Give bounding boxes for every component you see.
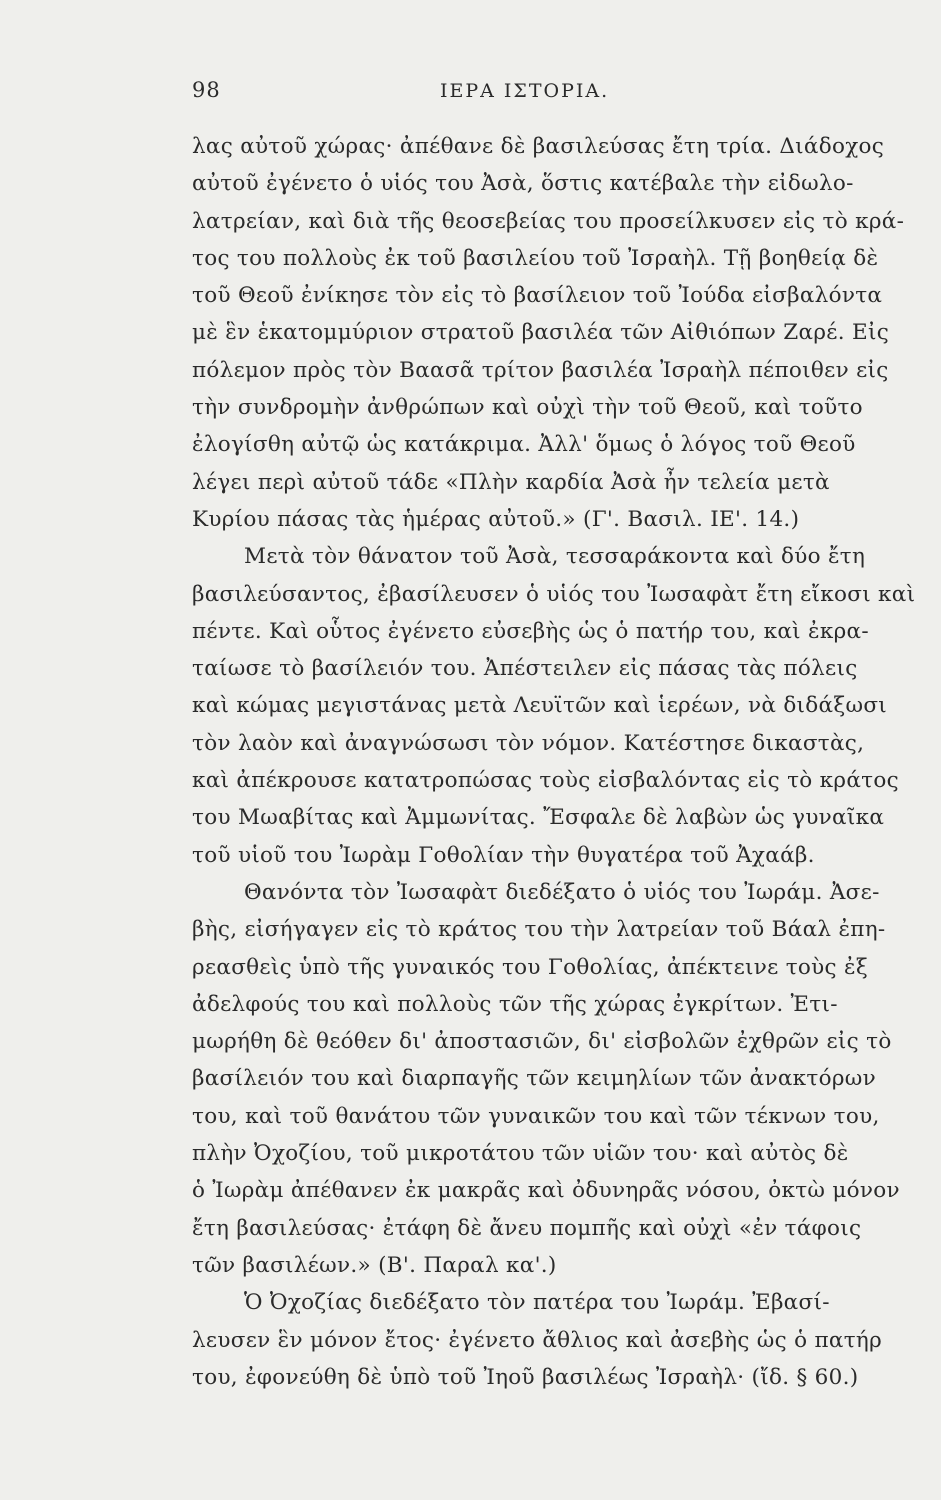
text-line: βασιλεύσαντος, ἐβασίλευσεν ὁ υἱός του Ἰωσαφὰτ ἔτη εἴκοσι καὶ [192, 581, 916, 607]
text-line: καὶ κώμας μεγιστάνας μετὰ Λευϊτῶν καὶ ἱερέων, νὰ διδάξωσι [192, 693, 888, 719]
text-line: αὐτοῦ ἐγένετο ὁ υἱός του Ἀσὰ, ὅστις κατέβαλε τὴν εἰδωλο- [192, 171, 854, 197]
paragraph-start-line: Μετὰ τὸν θάνατον τοῦ Ἀσὰ, τεσσαράκοντα καὶ δύο ἔτη [244, 544, 866, 570]
text-line: λατρείαν, καὶ διὰ τῆς θεοσεβείας του προσείλκυσεν εἰς τὸ κρά- [192, 208, 905, 234]
text-line: ρεασθεὶς ὑπὸ τῆς γυναικός του Γοθολίας, ἀπέκτεινε τοὺς ἐξ [192, 954, 868, 980]
text-line: τοῦ υἱοῦ του Ἰωρὰμ Γοθολίαν τὴν θυγατέρα τοῦ Ἀχαάβ. [192, 842, 815, 868]
text-line: ἐλογίσθη αὐτῷ ὡς κατάκριμα. Ἀλλ' ὅμως ὁ λόγος τοῦ Θεοῦ [192, 432, 856, 458]
running-title: ΙΕΡΑ ΙΣΤΟΡΙΑ. [440, 80, 610, 102]
text-line: τοῦ Θεοῦ ἐνίκησε τὸν εἰς τὸ βασίλειον τοῦ Ἰούδα εἰσβαλόντα [192, 283, 883, 309]
paragraph-start-line: Θανόντα τὸν Ἰωσαφὰτ διεδέξατο ὁ υἱός του Ἰωράμ. Ἀσε- [244, 879, 880, 905]
text-line: ἔτη βασιλεύσας· ἐτάφη δὲ ἄνευ πομπῆς καὶ οὐχὶ «ἐν τάφοις [192, 1215, 862, 1241]
text-line: βὴς, εἰσήγαγεν εἰς τὸ κράτος του τὴν λατρείαν τοῦ Βάαλ ἐπη- [192, 917, 886, 943]
text-line: πέντε. Καὶ οὗτος ἐγένετο εὐσεβὴς ὡς ὁ πατήρ του, καὶ ἐκρα- [192, 618, 869, 644]
text-line: βασίλειόν του καὶ διαρπαγῆς τῶν κειμηλίων τῶν ἀνακτόρων [192, 1066, 876, 1092]
text-line: λευσεν ἓν μόνον ἔτος· ἐγένετο ἄθλιος καὶ ἀσεβὴς ὡς ὁ πατήρ [192, 1327, 883, 1353]
text-line: λέγει περὶ αὐτοῦ τάδε «Πλὴν καρδία Ἀσὰ ἦν τελεία μετὰ [192, 469, 830, 495]
text-line: λας αὐτοῦ χώρας· ἀπέθανε δὲ βασιλεύσας ἔτη τρία. Διάδοχος [192, 134, 885, 159]
text-line: τὴν συνδρομὴν ἀνθρώπων καὶ οὐχὶ τὴν τοῦ Θεοῦ, καὶ τοῦτο [192, 395, 863, 421]
text-line: τὸν λαὸν καὶ ἀναγνώσωσι τὸν νόμον. Κατέστησε δικαστὰς, [192, 730, 865, 756]
body-text [192, 128, 916, 1396]
text-line: ταίωσε τὸ βασίλειόν του. Ἀπέστειλεν εἰς πάσας τὰς πόλεις [192, 656, 858, 682]
text-line: τος του πολλοὺς ἐκ τοῦ βασιλείου τοῦ Ἰσραὴλ. Τῇ βοηθείᾳ δὲ [192, 245, 879, 271]
text-line: πόλεμον πρὸς τὸν Βαασᾶ τρίτον βασιλέα Ἰσραὴλ πέποιθεν εἰς [192, 357, 889, 383]
text-line: του, ἐφονεύθη δὲ ὑπὸ τοῦ Ἰηοῦ βασιλέως Ἰσραὴλ· (ἴδ. § 60.) [192, 1364, 859, 1390]
text-line: καὶ ἀπέκρουσε κατατροπώσας τοὺς εἰσβαλόντας εἰς τὸ κράτος [192, 768, 899, 794]
text-line: μωρήθη δὲ θεόθεν δι' ἀποστασιῶν, δι' εἰσβολῶν ἐχθρῶν εἰς τὸ [192, 1029, 892, 1055]
text-line: τῶν βασιλέων.» (Β'. Παραλ κα'.) [192, 1252, 557, 1278]
text-line: μὲ ἓν ἑκατομμύριον στρατοῦ βασιλέα τῶν Αἰθιόπων Ζαρέ. Εἰς [192, 320, 890, 346]
text-line: ἀδελφούς του καὶ πολλοὺς τῶν τῆς χώρας ἐγκρίτων. Ἐτι- [192, 991, 838, 1017]
text-line: πλὴν Ὀχοζίου, τοῦ μικροτάτου τῶν υἱῶν του· καὶ αὐτὸς δὲ [192, 1141, 849, 1167]
text-line: του Μωαβίτας καὶ Ἀμμωνίτας. Ἔσφαλε δὲ λαβὼν ὡς γυναῖκα [192, 805, 885, 831]
text-line: Κυρίου πάσας τὰς ἡμέρας αὐτοῦ.» (Γ'. Βασιλ. ΙΕ'. 14.) [192, 506, 800, 532]
page-number: 98 [192, 78, 221, 102]
text-line: του, καὶ τοῦ θανάτου τῶν γυναικῶν του καὶ τῶν τέκνων του, [192, 1103, 880, 1129]
text-line: ὁ Ἰωρὰμ ἀπέθανεν ἐκ μακρᾶς καὶ ὀδυνηρᾶς νόσου, ὀκτὼ μόνον [192, 1178, 900, 1204]
paragraph-start-line: Ὁ Ὀχοζίας διεδέξατο τὸν πατέρα του Ἰωράμ. Ἐβασί- [244, 1290, 830, 1316]
